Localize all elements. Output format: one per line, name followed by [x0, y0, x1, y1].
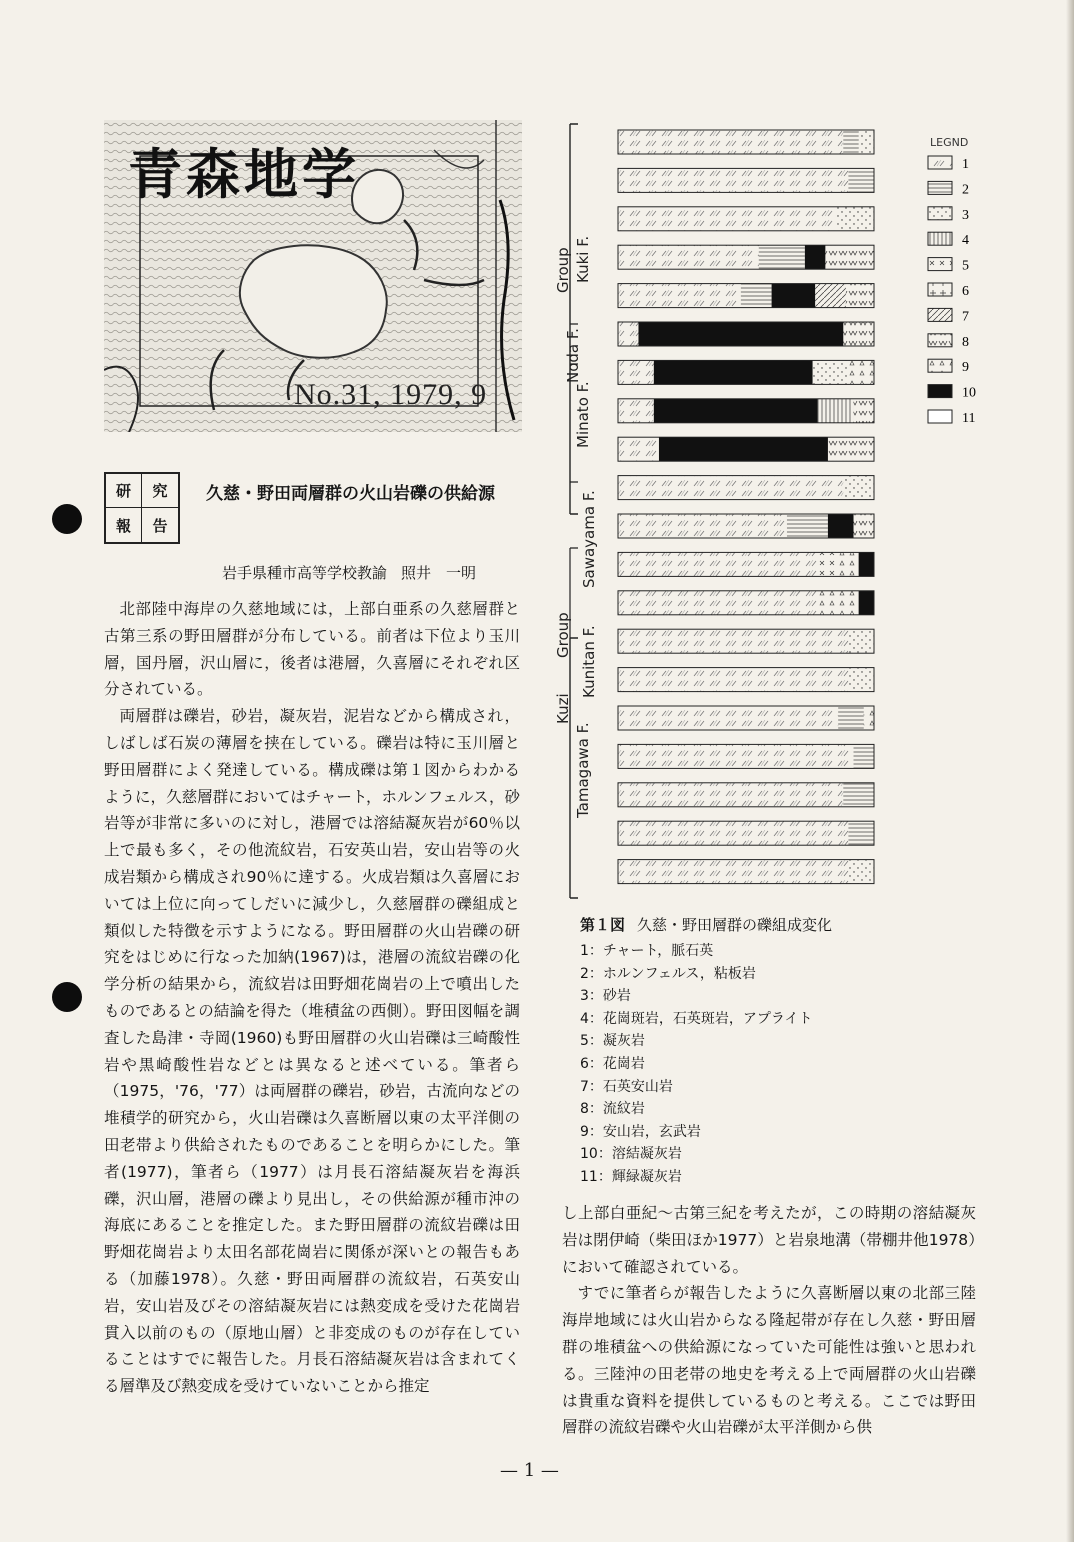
- bar-segment-type-10: [638, 322, 843, 346]
- bar-segment-type-3: [843, 476, 874, 500]
- author-name: 照井 一明: [401, 564, 477, 582]
- legend-label: 5: [962, 258, 969, 274]
- report-box-char: 研: [106, 474, 142, 508]
- bar-segment-type-1: [618, 668, 848, 692]
- paragraph: し上部白亜紀～古第三紀を考えたが，この時期の溶結凝灰岩は閉伊崎（柴田ほか1977）と岩泉地溝（帯棚井他1978）において確認されている。: [562, 1204, 976, 1276]
- bar-segment-type-1: [618, 322, 638, 346]
- bar-segment-type-1: [618, 821, 848, 845]
- caption-text: 久慈・野田層群の礫組成変化: [637, 916, 833, 934]
- figure-caption: [580, 914, 832, 935]
- label-sawayama: Sawayama F.: [580, 490, 598, 588]
- bar-segment-type-8: [846, 284, 874, 308]
- bar-segment-type-1: [618, 399, 654, 423]
- bar-segment-type-1: [618, 284, 741, 308]
- bar-segment-type-4: [818, 399, 854, 423]
- bar-segment-type-9: [838, 552, 858, 576]
- bar-segment-type-1: [618, 552, 818, 576]
- bar-segment-type-9: [864, 706, 874, 730]
- bar-segment-type-10: [859, 591, 874, 615]
- bar-segment-type-1: [618, 476, 843, 500]
- caption-item: 3：砂岩: [580, 988, 631, 1005]
- bar-segment-type-10: [772, 284, 816, 308]
- bar-segment-type-2: [848, 821, 874, 845]
- legend-swatch: [928, 308, 952, 321]
- binder-hole-bottom: [52, 982, 82, 1012]
- bar-segment-type-2: [741, 284, 772, 308]
- caption-item: 1：チャート，脈石英: [580, 943, 714, 959]
- legend-label: 11: [962, 411, 976, 426]
- figure-1: [548, 118, 988, 908]
- bar-segment-type-1: [618, 360, 654, 384]
- caption-item: 2：ホルンフェルス，粘板岩: [580, 965, 756, 982]
- bar-segment-type-8: [854, 399, 874, 423]
- caption-item: 6：花崗岩: [580, 1055, 645, 1072]
- caption-item: 10：溶結凝灰岩: [580, 1146, 682, 1163]
- bar-segment-type-3: [848, 668, 874, 692]
- bracket-noda-group: [570, 124, 578, 514]
- caption-label: 第１図: [580, 916, 626, 934]
- legend-swatch: [928, 207, 952, 220]
- bar-segment-type-2: [848, 168, 874, 192]
- bar-segment-type-3: [836, 207, 874, 231]
- legend-title: LEGND: [930, 136, 969, 149]
- research-report-box: [104, 472, 180, 544]
- label-kuzi: Kuzi: [554, 693, 572, 724]
- bar-segment-type-8: [854, 514, 874, 538]
- legend-label: 8: [962, 334, 969, 350]
- bar-segment-type-1: [618, 207, 836, 231]
- bar-segment-type-3: [859, 130, 874, 154]
- bar-segment-type-2: [759, 245, 805, 269]
- bar-segment-type-3: [813, 360, 849, 384]
- legend-label: 9: [962, 360, 969, 376]
- bar-segment-type-1: [618, 130, 843, 154]
- label-tamagawa: Tamagawa F.: [574, 722, 592, 818]
- legend-swatch: [928, 156, 952, 169]
- label-group-top: Group: [554, 247, 572, 293]
- bar-segment-type-8: [828, 437, 874, 461]
- label-minato: Minato F.: [574, 381, 592, 448]
- caption-legend-list: [580, 940, 813, 1189]
- caption-item: 4：花崗斑岩，石英斑岩，アプライト: [580, 1010, 813, 1027]
- gravel-composition-chart: [548, 118, 988, 908]
- bar-segment-type-10: [805, 245, 825, 269]
- bar-segment-type-10: [828, 514, 854, 538]
- legend-label: 4: [962, 233, 969, 249]
- bar-segment-type-1: [618, 591, 818, 615]
- report-box-char: 究: [142, 474, 178, 508]
- legend-label: 7: [962, 309, 969, 325]
- bar-segment-type-1: [618, 744, 854, 768]
- bar-segment-type-2: [838, 706, 864, 730]
- label-kuki: Kuki F.: [574, 235, 592, 283]
- caption-item: 8：流紋岩: [580, 1101, 645, 1118]
- bar-segment-type-7: [815, 284, 846, 308]
- binder-hole-top: [52, 504, 82, 534]
- legend-swatch: [928, 283, 952, 296]
- bar-segment-type-3: [848, 860, 874, 884]
- legend-swatch: [928, 385, 952, 398]
- bar-segment-type-2: [843, 130, 858, 154]
- legend-swatch: [928, 334, 952, 347]
- body-text-right: [562, 1200, 976, 1441]
- bar-segment-type-1: [618, 437, 659, 461]
- bar-segment-type-8: [825, 245, 874, 269]
- caption-item: 9：安山岩，玄武岩: [580, 1123, 701, 1140]
- bar-segment-type-1: [618, 629, 848, 653]
- bar-segment-type-10: [859, 552, 874, 576]
- legend-swatch: [928, 232, 952, 245]
- legend-label: 1: [962, 157, 969, 172]
- bar-segment-type-5: [818, 552, 838, 576]
- cover-map-image: [104, 120, 522, 432]
- page-number: — 1 —: [500, 1460, 559, 1481]
- bar-segment-type-1: [618, 706, 838, 730]
- paragraph: 北部陸中海岸の久慈地域には，上部白亜系の久慈層群と古第三系の野田層群が分布している。前者は下位より玉川層，国丹層，沢山層に，後者は港層，久喜層にそれぞれ区分されている。: [104, 600, 520, 699]
- bar-segment-type-2: [787, 514, 828, 538]
- paragraph: 両層群は礫岩，砂岩，凝灰岩，泥岩などから構成され，しばしば石炭の薄層を挟在している。礫岩は特に玉川層と野田層群によく発達している。構成礫は第１図からわかるように，久慈層群においてはチャート，ホルンフェルス，砂岩等が非常に多いのに対し，港層では溶結凝灰岩が60％以上で最も多く，その他流紋岩，石安英山岩，安山岩等の火成岩類から構成され90％に達する。火成岩類は久喜層においては上位に向ってしだいに減少し，久慈層群の礫組成と類似した特徴を示すようになる。野田層群の火山岩礫の研究をはじめに行なった加納(1967)は，港層の流紋岩礫の化学分析の結果から，流紋岩は田野畑花崗岩の上で噴出したものであるとの結論を得た（堆積盆の西側）。野田図幅を調査した島津・寺岡(1960)も野田層群の火山岩礫は三崎酸性岩や黒崎酸性岩などとは異なると述べている。筆者ら（1975，'76，'77）は両層群の礫岩，砂岩，古流向などの堆積学的研究から，火山岩礫は久喜断層以東の太平洋側の田老帯より供給されたものであることを明らかにした。筆者(1977)，筆者ら（1977）は月長石溶結凝灰岩を海浜礫，沢山層，港層の礫より見出し，その供給源が種市沖の海底にあることを推定した。また野田層群の流紋岩礫は田野畑花崗岩より太田名部花崗岩に関係が深いとの報告もある（加藤1978）。久慈・野田両層群の流紋岩，石英安山岩，安山岩及びその溶結凝灰岩には熱変成を受けた花崗岩貫入以前のもの（原地山層）と非変成のものが存在していることはすでに報告した。月長石溶結凝灰岩は含まれてくる層準及び熱変成を受けていないことから推定: [104, 707, 520, 1396]
- bar-segment-type-2: [854, 744, 874, 768]
- paragraph: すでに筆者らが報告したように久喜断層以東の北部三陸海岸地域には火山岩からなる隆起帯が存在し久慈・野田層群の堆積盆への供給源になっていた可能性は強いと思われる。三陸沖の田老帯の地史を考える上で両層群の火山岩礫は貴重な資料を提供しているものと考える。ここでは野田層群の流紋岩礫や火山岩礫が太平洋側から供: [562, 1284, 976, 1437]
- author-line: [222, 562, 476, 583]
- label-noda: Noda F.: [564, 328, 582, 383]
- bar-segment-type-9: [818, 591, 859, 615]
- magazine-title: 青森地学: [128, 142, 360, 206]
- bar-segment-type-3: [848, 629, 874, 653]
- bar-segment-type-2: [843, 783, 874, 807]
- legend-swatch: [928, 181, 952, 194]
- caption-item: 11：輝緑凝灰岩: [580, 1168, 682, 1185]
- bar-segment-type-10: [654, 399, 818, 423]
- legend-swatch: [928, 410, 952, 423]
- label-kunitan: Kunitan F.: [580, 625, 598, 698]
- report-box-char: 告: [152, 516, 168, 535]
- legend-swatch: [928, 258, 952, 271]
- bar-segment-type-1: [618, 783, 843, 807]
- bar-segment-type-10: [659, 437, 828, 461]
- bar-segment-type-1: [618, 245, 759, 269]
- bar-segment-type-8: [843, 322, 874, 346]
- bar-segment-type-1: [618, 168, 848, 192]
- caption-item: 5：凝灰岩: [580, 1033, 645, 1050]
- report-box-char: 報: [106, 508, 142, 542]
- issue-number: No.31, 1979, 9: [294, 378, 488, 411]
- legend-label: 3: [962, 207, 969, 223]
- legend-label: 6: [962, 284, 969, 299]
- legend-label: 10: [962, 385, 976, 401]
- author-affiliation: 岩手県種市高等学校教諭: [222, 564, 388, 582]
- bar-segment-type-10: [654, 360, 813, 384]
- bar-segment-type-1: [618, 860, 848, 884]
- legend-swatch: [928, 359, 952, 372]
- body-text-left: [104, 596, 520, 1400]
- bar-segment-type-1: [618, 514, 787, 538]
- article-title: 久慈・野田両層群の火山岩礫の供給源: [206, 484, 495, 504]
- caption-item: 7：石英安山岩: [580, 1078, 673, 1095]
- bar-segment-type-9: [848, 360, 874, 384]
- label-group-bottom: Group: [554, 612, 572, 658]
- legend-label: 2: [962, 182, 969, 198]
- page-edge-shadow: [1066, 0, 1074, 1542]
